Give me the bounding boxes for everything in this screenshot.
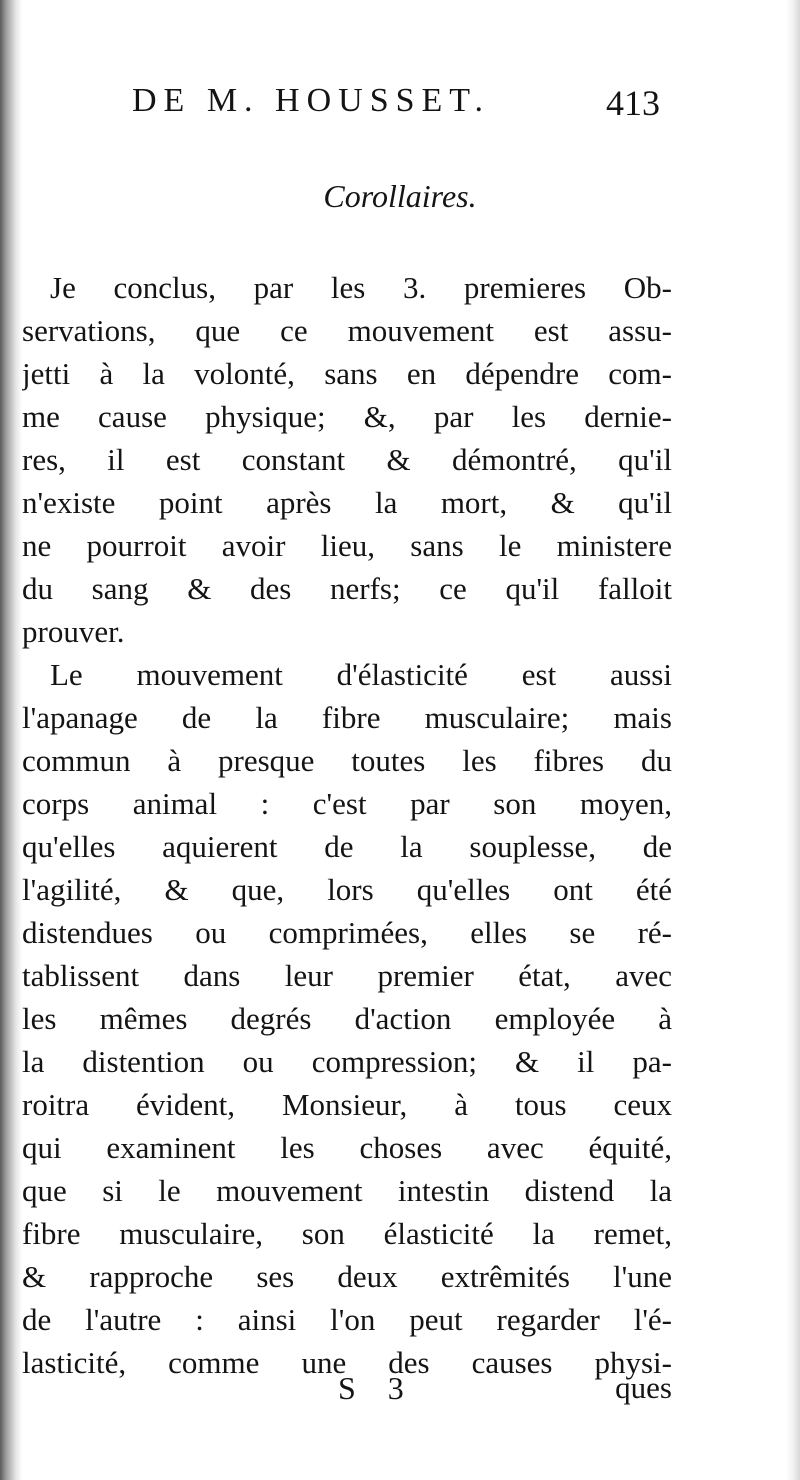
text-line: l'apanage de la fibre musculaire; mais	[22, 700, 672, 735]
text-line: prouver.	[22, 614, 125, 649]
text-line: & rapproche ses deux extrêmités l'une	[22, 1259, 672, 1294]
text-line: jetti à la volonté, sans en dépendre com-	[22, 356, 672, 391]
text-line: servations, que ce mouvement est assu-	[22, 313, 672, 348]
text-line: tablissent dans leur premier état, avec	[22, 958, 672, 993]
running-title: DE M. HOUSSET.	[132, 82, 491, 119]
text-line: res, il est constant & démontré, qu'il	[22, 442, 672, 477]
text-line: ne pourroit avoir lieu, sans le ministere	[22, 528, 672, 563]
text-line: les mêmes degrés d'action employée à	[22, 1001, 672, 1036]
text-line: corps animal : c'est par son moyen,	[22, 786, 672, 821]
running-head	[132, 82, 660, 132]
page-number: 413	[606, 83, 660, 123]
text-line: fibre musculaire, son élasticité la remet,	[22, 1216, 672, 1251]
signature-mark: S 3	[338, 1370, 416, 1406]
text-line: la distention ou compression; & il pa-	[22, 1044, 672, 1079]
text-line: roitra évident, Monsieur, à tous ceux	[22, 1087, 672, 1122]
section-heading: Corollaires.	[323, 178, 477, 214]
text-line: n'existe point après la mort, & qu'il	[22, 485, 672, 520]
text-line: qui examinent les choses avec équité,	[22, 1130, 672, 1165]
text-line: me cause physique; &, par les dernie-	[22, 399, 672, 434]
binding-gutter-shadow	[0, 0, 22, 1480]
text-line: que si le mouvement intestin distend la	[22, 1173, 672, 1208]
page-footer	[0, 1370, 800, 1420]
text-line: commun à presque toutes les fibres du	[22, 743, 672, 778]
page-edge-shadow	[786, 0, 800, 1480]
text-line: du sang & des nerfs; ce qu'il falloit	[22, 571, 672, 606]
catchword: ques	[615, 1370, 672, 1405]
body-text	[22, 266, 672, 1384]
text-line: Je conclus, par les 3. premieres Ob-	[50, 270, 672, 305]
text-line: Le mouvement d'élasticité est aussi	[50, 657, 672, 692]
text-line: qu'elles aquierent de la souplesse, de	[22, 829, 672, 864]
text-line: de l'autre : ainsi l'on peut regarder l'é-	[22, 1302, 672, 1337]
text-line: lasticité, comme une des causes physi-	[22, 1345, 672, 1380]
text-line: distendues ou comprimées, elles se ré-	[22, 915, 672, 950]
text-line: l'agilité, & que, lors qu'elles ont été	[22, 872, 672, 907]
